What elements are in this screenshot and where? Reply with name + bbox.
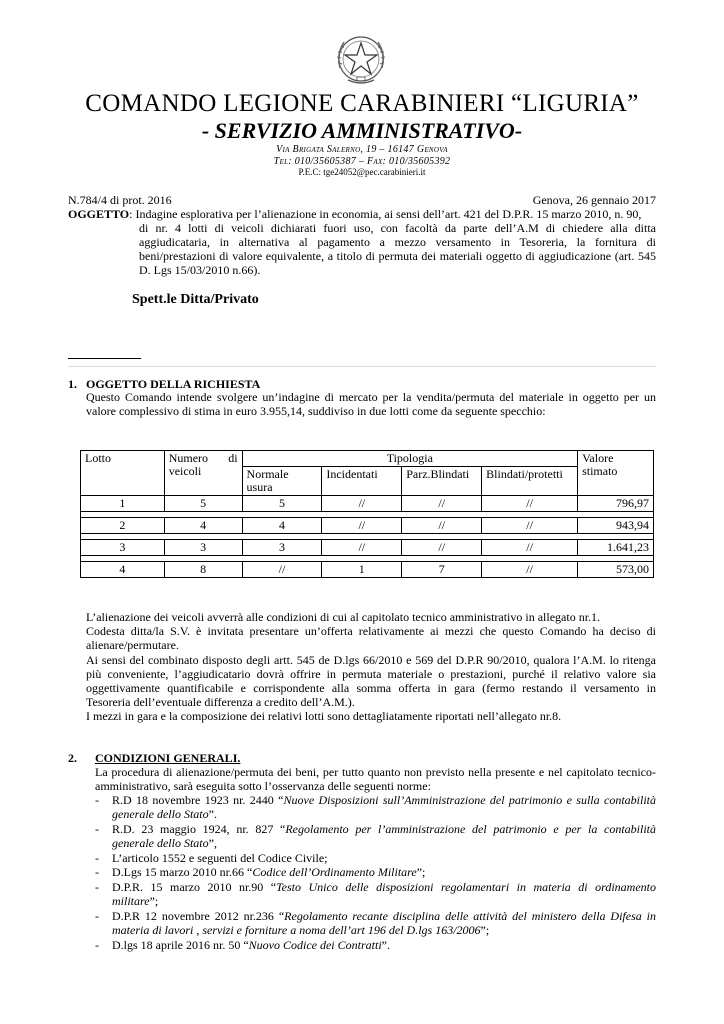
list-item: L’articolo 1552 e seguenti del Codice Civile; — [112, 851, 328, 865]
document-date: Genova, 26 gennaio 2017 — [532, 193, 656, 207]
list-item-cont: generale dello Stato”. — [112, 807, 217, 821]
header-blindati-protetti: Blindati/protetti — [482, 467, 578, 496]
list-bullet: - — [95, 793, 99, 807]
table-row: 1 5 5 // // // 796,97 — [81, 496, 654, 512]
table-row: 4 8 // 1 7 // 573,00 — [81, 562, 654, 578]
table-row: 2 4 4 // // // 943,94 — [81, 518, 654, 534]
section1-title: OGGETTO DELLA RICHIESTA — [86, 377, 261, 391]
para-mezzi: I mezzi in gara e la composizione dei relativi lotti sono dettagliatamente riportati nell’allegato nr.8. — [86, 709, 562, 723]
table-row: 3 3 3 // // // 1.641,23 — [81, 540, 654, 556]
header-title: COMANDO LEGIONE CARABINIERI “LIGURIA” — [85, 90, 639, 117]
oggetto-line-1: OGGETTO: Indagine esplorativa per l’alienazione in economia, ai sensi dell’art. 421 del D.P.R. 15 marzo 2010, n. 90, — [68, 207, 642, 221]
para-alienazione: L’alienazione dei veicoli avverrà alle condizioni di cui al capitolato tecnico amministrativo in allegato nr.1. — [86, 610, 601, 624]
republic-emblem-icon — [330, 28, 392, 90]
header-numero-veicoli: Numero di veicoli — [164, 451, 242, 496]
list-bullet: - — [95, 865, 99, 879]
list-item-cont: militare”; — [112, 894, 159, 908]
section2-number: 2. — [68, 751, 77, 765]
list-item: D.P.R 12 novembre 2012 nr.236 “Regolamento recante disciplina delle attività del ministero della Difesa in — [112, 909, 656, 923]
para-combinato-4: Tesoreria dell’eventuale differenza a credito dell’A.M.). — [86, 695, 355, 709]
list-bullet: - — [95, 822, 99, 836]
para-combinato-2: più conveniente, l’aggiudicatario dovrà offrire in permuta materiale o prestazioni, purché il relativo valore sia — [86, 667, 656, 681]
list-bullet: - — [95, 851, 99, 865]
header-parz-blindati: Parz.Blindati — [402, 467, 482, 496]
list-bullet: - — [95, 880, 99, 894]
list-item: R.D 18 novembre 1923 nr. 2440 “Nuove Disposizioni sull’Amministrazione del patrimonio e sulla contabilità — [112, 793, 657, 807]
oggetto-line-2: di nr. 4 lotti di veicoli dichiarati fuori uso, con facoltà da parte dell’A.M di chiedere alla ditta — [139, 221, 656, 235]
header-phone-fax: Tel: 010/35605387 – Fax: 010/35605392 — [273, 156, 451, 167]
header-valore-stimato: Valore stimato — [578, 451, 654, 496]
section2-intro-1: La procedura di alienazione/permuta dei beni, per tutto quanto non previsto nella presente e nel capitolato tecnico- — [95, 765, 656, 779]
list-item-cont: generale dello Stato”, — [112, 836, 217, 850]
list-bullet: - — [95, 909, 99, 923]
protocol-number: N.784/4 di prot. 2016 — [68, 193, 172, 207]
separator-faint — [68, 366, 656, 367]
header-normale-usura: Normale usura — [242, 467, 322, 496]
header-tipologia: Tipologia — [242, 451, 578, 467]
para-codesta-1: Codesta ditta/la S.V. è invitata presentare un’offerta relativamente ai mezzi che questo Comando ha deciso di — [86, 624, 656, 638]
oggetto-line-4: beni/prestazioni di valore equivalente, a titolo di permuta dei materiali oggetto di aggiudicazione (art. 545 — [139, 249, 656, 263]
section2-intro-2: amministrativo, sarà eseguita sotto l’osservanza delle seguenti norme: — [95, 779, 431, 793]
header-incidentati: Incidentati — [322, 467, 402, 496]
para-combinato-3: oggettivamente quantificabile e corrispondente alla somma offerta in gara (fermo restando il versamento in — [86, 681, 656, 695]
section1-intro-1: Questo Comando intende svolgere un’indagine di mercato per la vendita/permuta del materiale in oggetto per un — [86, 390, 656, 404]
lots-table — [80, 450, 654, 578]
header-pec: P.E.C: tge24052@pec.carabinieri.it — [298, 167, 426, 177]
separator-short — [68, 358, 141, 359]
header-address: Via Brigata Salerno, 19 – 16147 Genova — [276, 144, 448, 155]
list-item: D.P.R. 15 marzo 2010 nr.90 “Testo Unico delle disposizioni regolamentari in materia di ordinamento — [112, 880, 657, 894]
list-item: D.Lgs 15 marzo 2010 nr.66 “Codice dell’Ordinamento Militare”; — [112, 865, 426, 879]
section2-title: CONDIZIONI GENERALI. — [95, 751, 241, 765]
list-item: R.D. 23 maggio 1924, nr. 827 “Regolamento per l’amministrazione del patrimonio e per la contabilità — [112, 822, 656, 836]
list-bullet: - — [95, 938, 99, 952]
para-combinato-1: Ai sensi del combinato disposto degli artt. 545 de D.lgs 66/2010 e 569 del D.P.R 90/2010, qualora l’A.M. lo ritenga — [86, 653, 656, 667]
list-item: D.lgs 18 aprile 2016 nr. 50 “Nuovo Codice dei Contratti”. — [112, 938, 390, 952]
section1-number: 1. — [68, 377, 77, 391]
header-subtitle: - SERVIZIO AMMINISTRATIVO- — [201, 118, 523, 143]
oggetto-line-3: aggiudicataria, in alternativa al pagamento a mezzo versamento in Tesoreria, la fornitura di — [139, 235, 656, 249]
table-header-row — [81, 451, 654, 467]
recipient: Spett.le Ditta/Privato — [132, 292, 259, 307]
para-codesta-2: alienare/permutare. — [86, 638, 179, 652]
list-item-cont: materia di lavori , servizi e forniture a noma dell’art 196 del D.lgs 163/2006”; — [112, 923, 490, 937]
oggetto-label: OGGETTO — [68, 207, 130, 221]
oggetto-line-5: D. Lgs 15/03/2010 n.66). — [139, 263, 261, 277]
header-lotto: Lotto — [81, 451, 165, 496]
section1-intro-2: valore complessivo di stima in euro 3.955,14, suddiviso in due lotti come da seguente specchio: — [86, 404, 546, 418]
